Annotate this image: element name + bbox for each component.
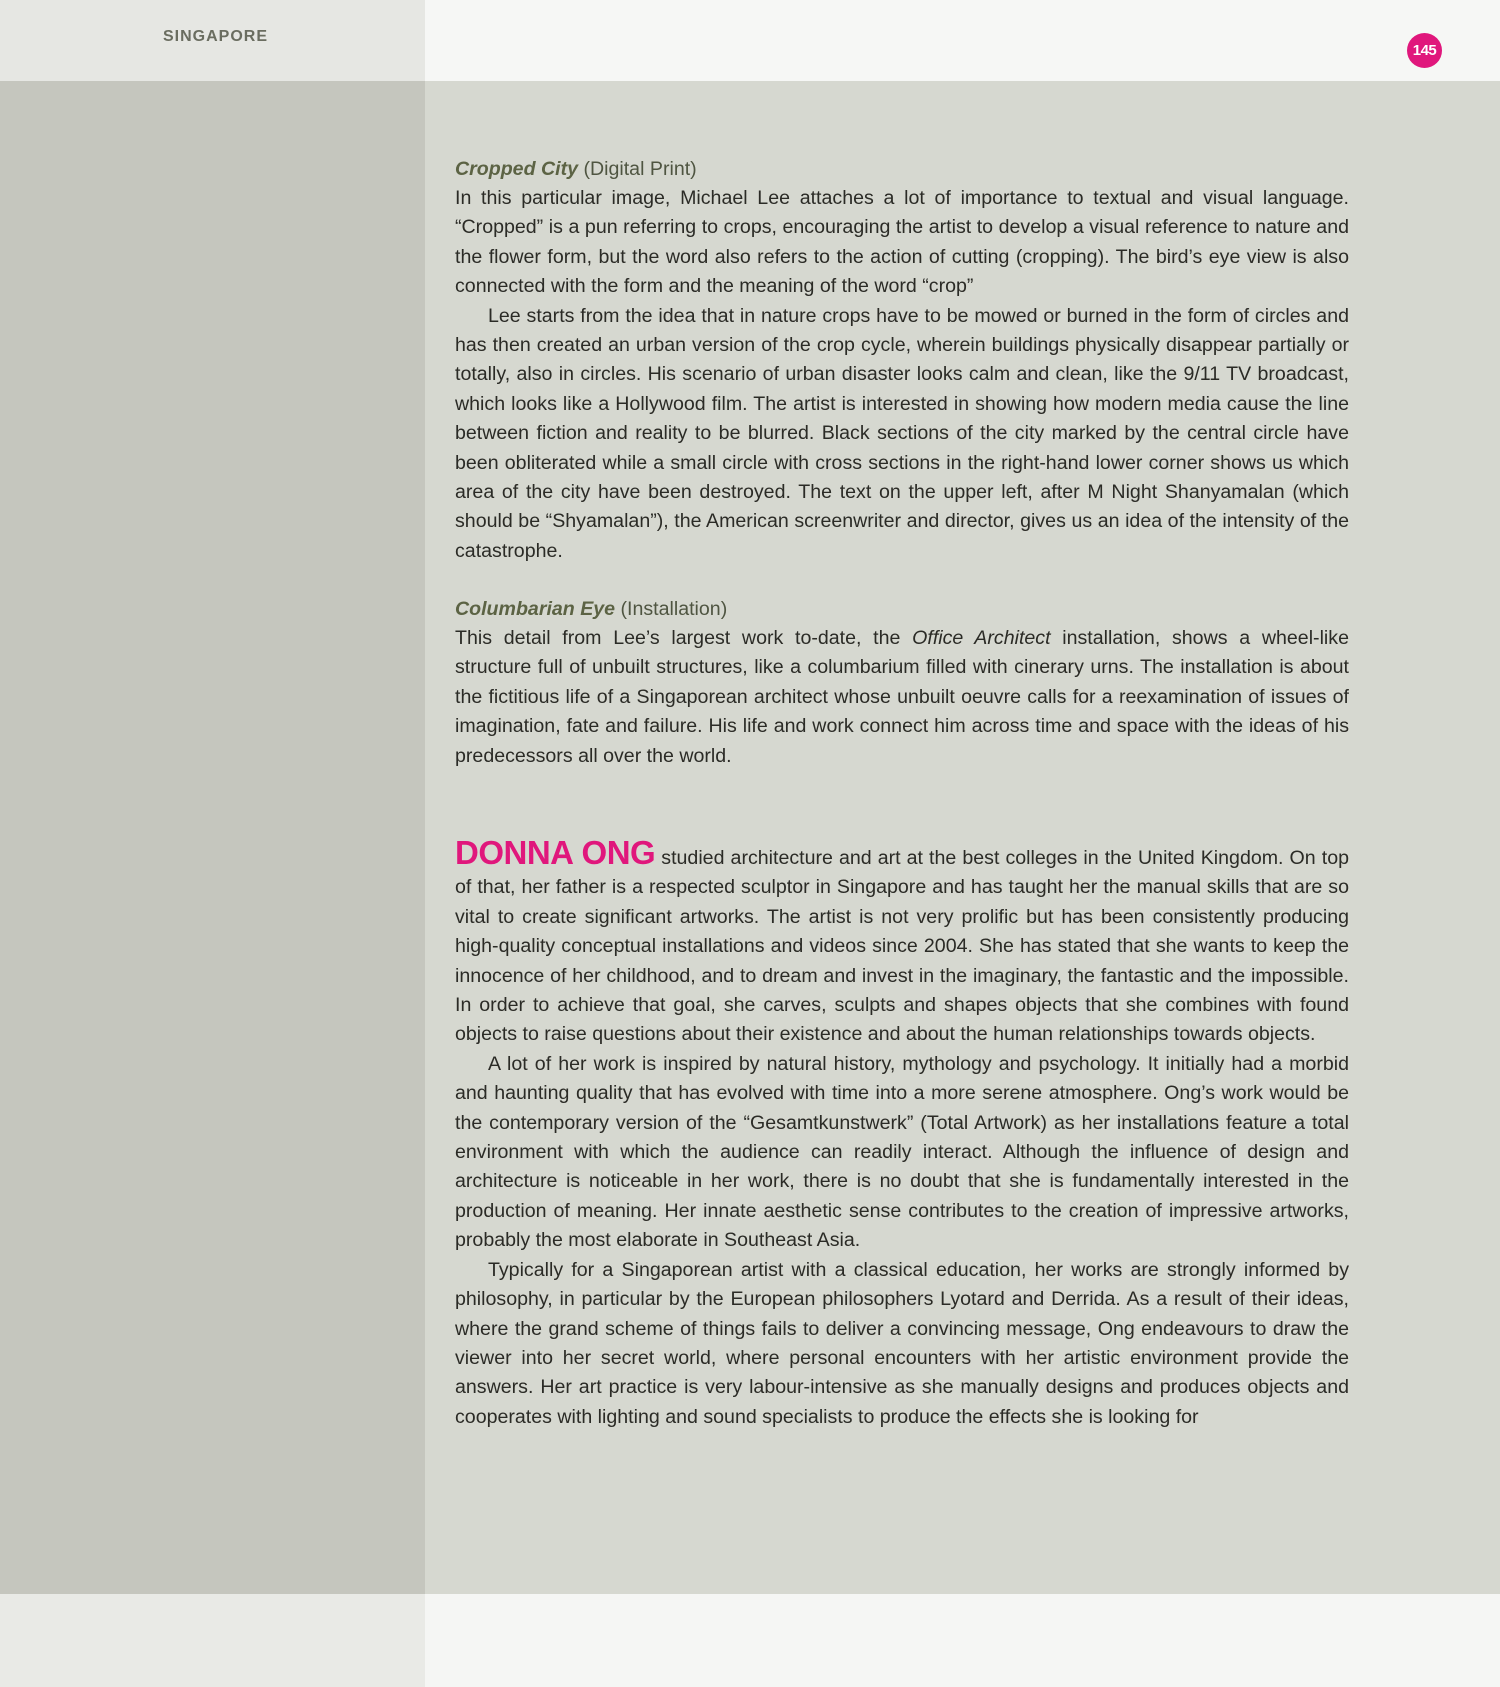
cropped-city-medium: (Digital Print): [578, 158, 697, 180]
donna-ong-section: [455, 834, 1349, 1432]
columbarian-eye-paragraph: [455, 624, 1349, 771]
columbarian-eye-title: Columbarian Eye: [455, 598, 616, 620]
cropped-city-section: [455, 154, 1349, 566]
running-head-section: SINGAPORE: [163, 28, 269, 45]
footer-right-band: [425, 1594, 1500, 1687]
donna-ong-paragraph-1: [455, 834, 1349, 1050]
columbarian-eye-medium: (Installation): [615, 598, 728, 620]
left-margin-panel: [0, 81, 425, 1594]
columbarian-eye-section: [455, 594, 1349, 771]
columbarian-eye-text-before: This detail from Lee’s largest work to-date, the: [455, 627, 913, 649]
artist-name-donna-ong: DONNA ONG: [455, 834, 656, 871]
donna-ong-paragraph-2: A lot of her work is inspired by natural history, mythology and psychology. It initially had a morbid and haunting quality that has evolved with time into a more serene atmosphere. Ong’s work would be the contemporary version of the “Gesamtkunstwerk” (Total Artwork) as her installations feature a total environment with which the audience can readily interact. Although the influence of design and architecture is noticeable in her work, there is no doubt that she is fundamentally interested in the production of meaning. Her innate aesthetic sense contributes to the creation of impressive artworks, probably the most elaborate in Southeast Asia.: [455, 1052, 1349, 1252]
page-number-badge: 145: [1407, 33, 1442, 68]
header-right-band: [425, 0, 1500, 81]
columbarian-eye-text-after: installation, shows a wheel-like structure full of unbuilt structures, like a columbarium filled with cinerary urns. The installation is about the fictitious life of a Singaporean architect whose unbuilt oeuvre calls for a reexamination of issues of imagination, fate and failure. His life and work connect him across time and space with the ideas of his predecessors all over the world.: [455, 627, 1349, 767]
donna-ong-paragraph-3: Typically for a Singaporean artist with a classical education, her works are strongly informed by philosophy, in particular by the European philosophers Lyotard and Derrida. As a result of their ideas, where the grand scheme of things fails to deliver a convincing message, Ong endeavours to draw the viewer into her secret world, where personal encounters with her artistic environment provide the answers. Her art practice is very labour-intensive as she manually designs and produces objects and cooperates with lighting and sound specialists to produce the effects she is looking for: [455, 1258, 1349, 1428]
footer-left-band: [0, 1594, 425, 1687]
cropped-city-title: Cropped City: [455, 158, 579, 180]
cropped-city-paragraph-2: Lee starts from the idea that in nature crops have to be mowed or burned in the form of circles and has then created an urban version of the crop cycle, wherein buildings physically disappear partially or totally, also in circles. His scenario of urban disaster looks calm and clean, like the 9/11 TV broadcast, which looks like a Hollywood film. The artist is interested in showing how modern media cause the line between fiction and reality to be blurred. Black sections of the city marked by the central circle have been obliterated while a small circle with cross sections in the right-hand lower corner shows us which area of the city have been destroyed. The text on the upper left, after M Night Shanyamalan (which should be “Shyamalan”), the American screenwriter and director, gives us an idea of the intensity of the catastrophe.: [455, 304, 1349, 562]
office-architect-title: Office Architect: [912, 627, 1051, 649]
cropped-city-heading: [455, 154, 1349, 184]
cropped-city-paragraph-1: In this particular image, Michael Lee attaches a lot of importance to textual and visual language. “Cropped” is a pun referring to crops, encouraging the artist to develop a visual reference to nature and the flower form, but the word also refers to the action of cutting (cropping). The bird’s eye view is also connected with the form and the meaning of the word “crop”: [455, 187, 1349, 298]
donna-ong-intro-text: studied architecture and art at the best colleges in the United Kingdom. On top of that, her father is a respected sculptor in Singapore and has taught her the manual skills that are so vital to create significant artworks. The artist is not very prolific but has been consistently producing high-quality conceptual installations and videos since 2004. She has stated that she wants to keep the innocence of her childhood, and to dream and invest in the imaginary, the fantastic and the impossible. In order to achieve that goal, she carves, sculpts and shapes objects that she combines with found objects to raise questions about their existence and about the human relationships towards objects.: [455, 847, 1349, 1046]
columbarian-eye-heading: [455, 594, 1349, 624]
